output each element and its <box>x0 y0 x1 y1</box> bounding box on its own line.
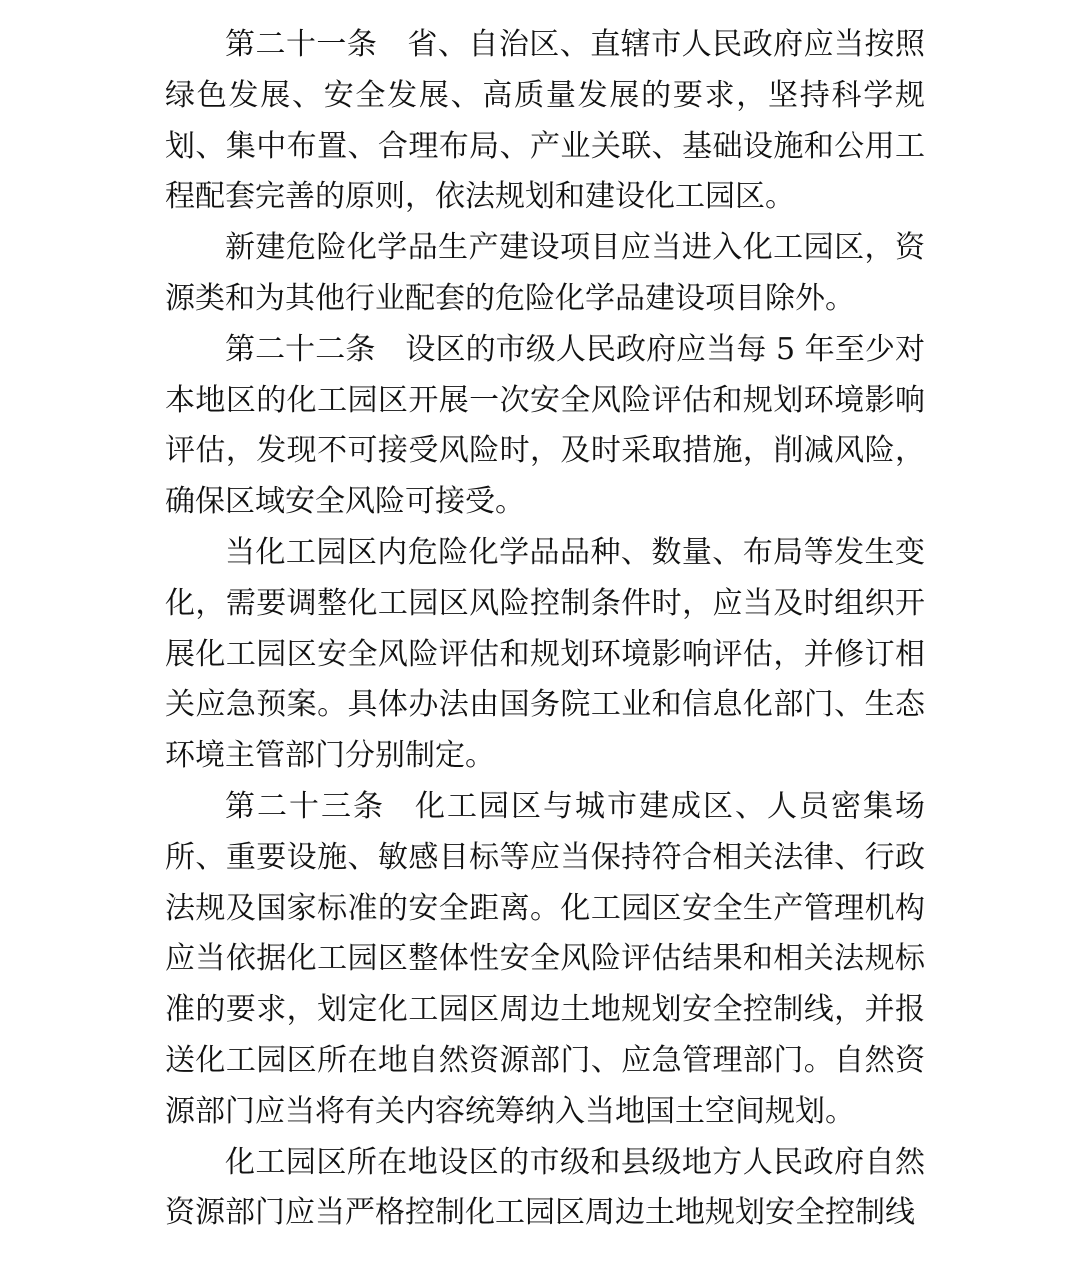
paragraph-risk-changes <box>165 528 925 782</box>
paragraph-article-21 <box>165 20 925 223</box>
paragraph-land-control <box>165 1138 925 1240</box>
paragraph-text: 化工园区与城市建成区、人员密集场所、重要设施、敏感目标等应当保持符合相关法律、行政法规及国家标准的安全距离。化工园区安全生产管理机构应当依据化工园区整体性安全风险评估结果和相关法规标准的要求，划定化工园区周边土地规划安全控制线，并报送化工园区所在地自然资源部门、应急管理部门。自然资源部门应当将有关内容统筹纳入当地国土空间规划。 <box>165 788 925 1129</box>
article-number: 第二十一条 <box>225 27 378 62</box>
article-number: 第二十二条 <box>225 331 376 367</box>
paragraph-article-23 <box>165 782 925 1138</box>
paragraph-text: 设区的市级人民政府应当每 5 年至少对本地区的化工园区开展一次安全风险评估和规划环境影响评估，发现不可接受风险时，及时采取措施，削减风险，确保区域安全风险可接受。 <box>165 331 925 520</box>
document-body <box>165 20 925 1239</box>
paragraph-text: 新建危险化学品生产建设项目应当进入化工园区，资源类和为其他行业配套的危险化学品建设项目除外。 <box>165 230 925 316</box>
paragraph-article-22 <box>165 325 925 528</box>
paragraph-text: 化工园区所在地设区的市级和县级地方人民政府自然资源部门应当严格控制化工园区周边土地规划安全控制线 <box>165 1144 925 1231</box>
paragraph-text: 省、自治区、直辖市人民政府应当按照绿色发展、安全发展、高质量发展的要求，坚持科学规划、集中布置、合理布局、产业关联、基础设施和公用工程配套完善的原则，依法规划和建设化工园区。 <box>165 27 926 215</box>
paragraph-new-projects <box>165 223 925 325</box>
paragraph-text: 当化工园区内危险化学品品种、数量、布局等发生变化，需要调整化工园区风险控制条件时，应当及时组织开展化工园区安全风险评估和规划环境影响评估，并修订相关应急预案。具体办法由国务院工业和信息化部门、生态环境主管部门分别制定。 <box>165 534 925 774</box>
article-number: 第二十三条 <box>225 788 385 824</box>
